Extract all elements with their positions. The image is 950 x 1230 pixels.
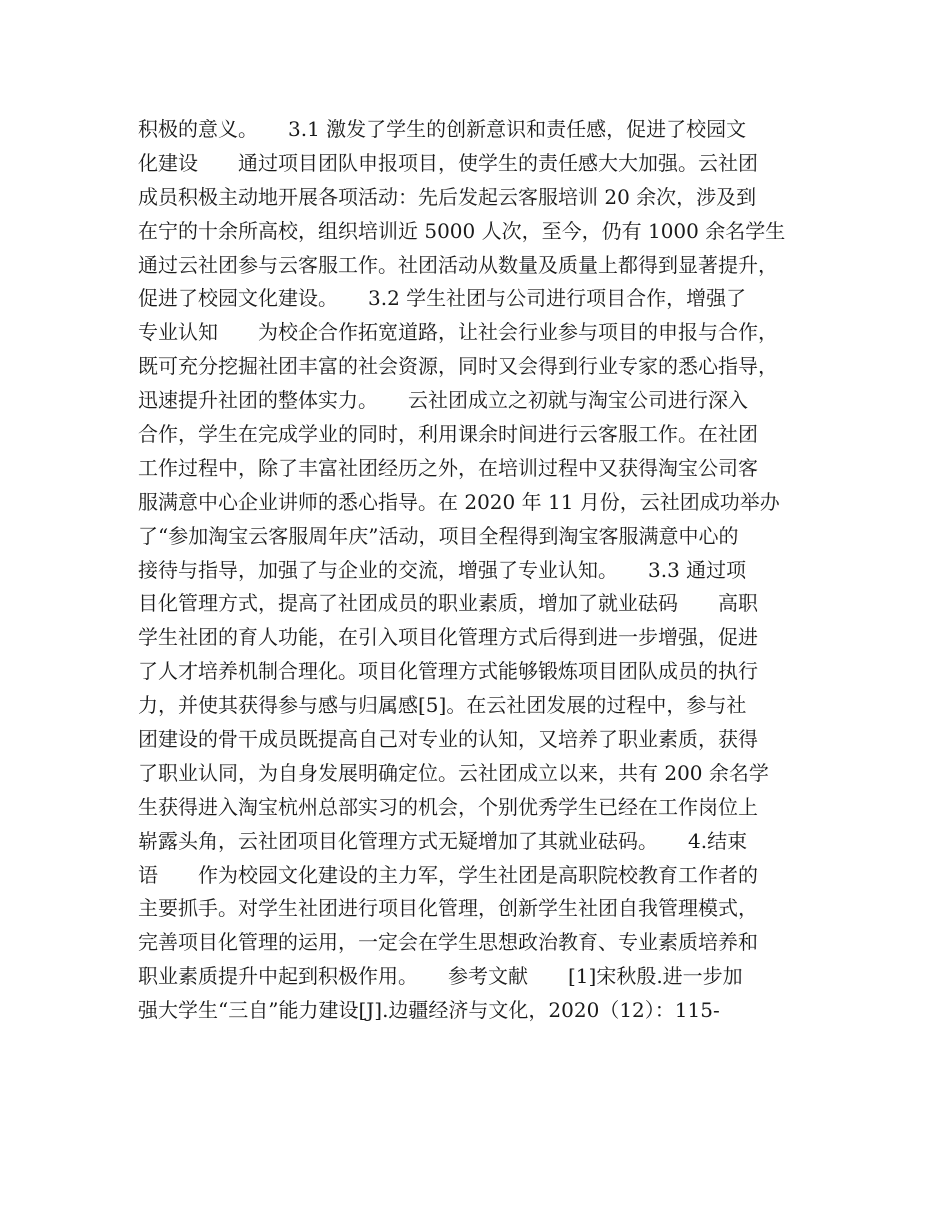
text-line: 崭露头角，云社团项目化管理方式无疑增加了其就业砝码。 4.结束 [138,828,748,853]
text-line: 学生社团的育人功能，在引入项目化管理方式后得到进一步增强，促进 [138,625,758,650]
text-line: 目化管理方式，提高了社团成员的职业素质，增加了就业砝码 高职 [138,591,758,616]
text-line: 积极的意义。 3.1 激发了学生的创新意识和责任感，促进了校园文 [138,117,747,141]
text-line: 了“参加淘宝云客服周年庆”活动，项目全程得到淘宝客服满意中心的 [138,523,739,548]
text-line: 成员积极主动地开展各项活动：先后发起云客服培训 20 余次，涉及到 [138,184,757,209]
text-line: 生获得进入淘宝杭州总部实习的机会，个别优秀学生已经在工作岗位上 [138,794,758,819]
text-line: 强大学生“三自”能力建设[J].边疆经济与文化，2020（12）：115- [138,998,720,1023]
text-line: 促进了校园文化建设。 3.2 学生社团与公司进行项目合作，增强了 [138,286,747,311]
text-line: 化建设 通过项目团队申报项目，使学生的责任感大大加强。云社团 [138,150,758,175]
text-line: 完善项目化管理的运用，一定会在学生思想政治教育、专业素质培养和 [138,930,758,955]
text-line: 了人才培养机制合理化。项目化管理方式能够锻炼项目团队成员的执行 [138,659,758,684]
text-line: 接待与指导，加强了与企业的交流，增强了专业认知。 3.3 通过项 [138,557,747,582]
text-line: 专业认知 为校企合作拓宽道路，让社会行业参与项目的申报与合作， [138,320,778,345]
text-line: 语 作为校园文化建设的主力军，学生社团是高职院校教育工作者的 [138,862,758,887]
text-line: 力，并使其获得参与感与归属感[5]。在云社团发展的过程中，参与社 [138,693,747,718]
text-line: 团建设的骨干成员既提高自己对专业的认知，又培养了职业素质，获得 [138,727,758,752]
text-line: 主要抓手。对学生社团进行项目化管理，创新学生社团自我管理模式， [138,896,758,921]
text-line: 职业素质提升中起到积极作用。 参考文献 [1]宋秋殷.进一步加 [138,964,743,989]
text-line: 在宁的十余所高校，组织培训近 5000 人次，至今，仍有 1000 余名学生 [138,218,786,243]
text-line: 既可充分挖掘社团丰富的社会资源，同时又会得到行业专家的悉心指导， [138,354,778,379]
body-text [138,113,828,1028]
text-line: 迅速提升社团的整体实力。 云社团成立之初就与淘宝公司进行深入 [138,388,748,413]
text-line: 了职业认同，为自身发展明确定位。云社团成立以来，共有 200 余名学 [138,760,769,785]
text-line: 合作，学生在完成学业的同时，利用课余时间进行云客服工作。在社团 [138,422,758,447]
text-line: 工作过程中，除了丰富社团经历之外，在培训过程中又获得淘宝公司客 [138,455,758,480]
text-line: 服满意中心企业讲师的悉心指导。在 2020 年 11 月份，云社团成功举办 [138,489,780,514]
text-line: 通过云社团参与云客服工作。社团活动从数量及质量上都得到显著提升， [138,252,778,277]
